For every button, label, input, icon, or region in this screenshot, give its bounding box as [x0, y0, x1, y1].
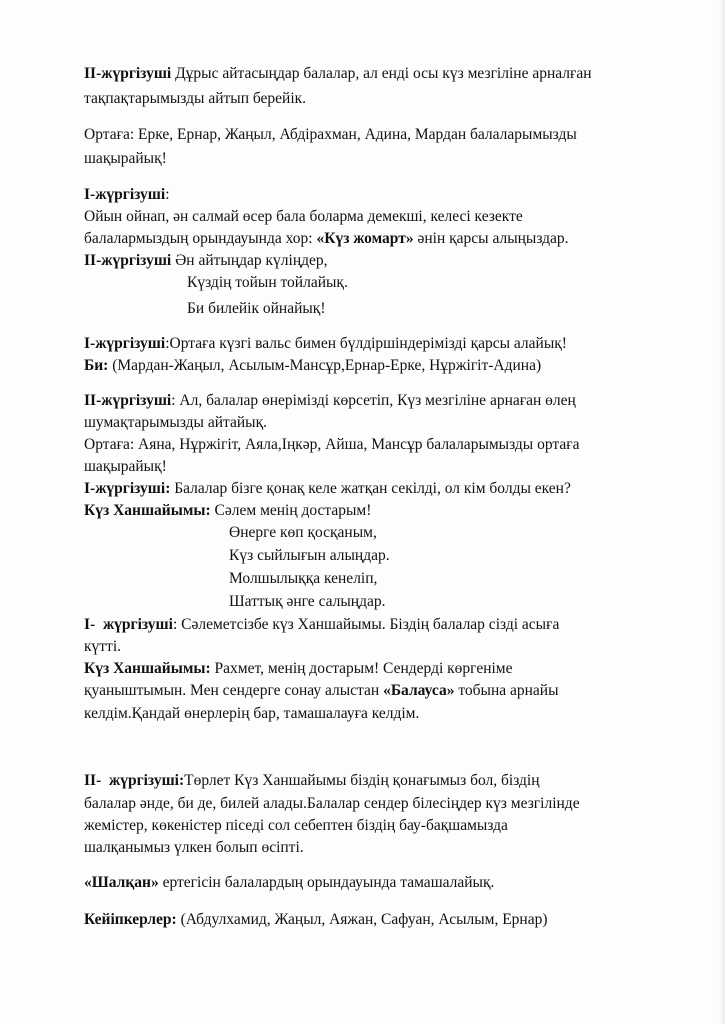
line-text: Сәлем менің достарым!	[210, 502, 372, 519]
line-text: (Мардан-Жаңыл, Асылым-Мансұр,Ернар-Ерке, Нұржігіт-Адина)	[108, 357, 542, 374]
paragraph-line	[84, 184, 170, 206]
line-text: балалармыздың орындауында хор:	[84, 230, 317, 247]
tale-title: «Шалқан»	[84, 874, 159, 891]
line-text: Төрлет Күз Ханшайымы біздің қонағымыз бол, біздің	[184, 772, 540, 789]
song-title: «Күз жомарт»	[316, 230, 414, 247]
paragraph-line	[84, 658, 513, 680]
line-text: әнін қарсы алыңыздар.	[413, 230, 569, 247]
paragraph-line: балалар әнде, би де, билей алады.Балалар сендер білесіңдер күз мезгілінде	[84, 795, 580, 812]
scan-edge-shadow	[719, 0, 725, 1024]
speaker-label: І-жүргізуші:	[84, 480, 171, 497]
paragraph-line: күтті.	[84, 638, 122, 655]
paragraph-line	[84, 250, 328, 272]
speaker-label: ІІ-жүргізуші	[84, 252, 172, 269]
line-text: :	[165, 186, 170, 203]
line-text: Балалар бізге қонақ келе жатқан секілді, ол кім болды екен?	[170, 480, 571, 497]
speaker-label: ІІ- жүргізуші:	[84, 772, 185, 789]
paragraph-line: Ортаға: Аяна, Нұржігіт, Аяла,Іңкәр, Айша, Мансұр балаларымызды ортаға	[84, 436, 580, 453]
paragraph-line	[84, 390, 576, 412]
paragraph-line: шумақтарымызды айтайық.	[84, 414, 267, 431]
paragraph-line	[84, 614, 559, 636]
speaker-label: І- жүргізуші	[84, 616, 173, 633]
line-text: тобына арнайы	[454, 682, 559, 699]
paragraph-line: шақырайық!	[84, 458, 167, 475]
paragraph-line: тақпақтарымызды айтып берейік.	[84, 90, 307, 107]
verse-line: Өнерге көп қосқаным,	[229, 524, 377, 541]
paragraph-line	[84, 872, 494, 894]
speaker-label: Би:	[84, 357, 109, 374]
verse-line: Би билейік ойнайық!	[187, 300, 326, 317]
line-text: ертегісін балалардың орындауында тамашалайық.	[158, 874, 495, 891]
verse-line: Молшылыққа кенеліп,	[229, 570, 378, 587]
paragraph-line	[84, 478, 571, 500]
line-text: : Сәлеметсізбе күз Ханшайымы. Біздің балалар сізді асыға	[172, 616, 560, 633]
line-text: қуаныштымын. Мен сендерге сонау алыстан	[84, 682, 384, 699]
speaker-label: І-жүргізуші	[84, 186, 166, 203]
paragraph-line	[84, 680, 559, 702]
paragraph-line: жемістер, көкеністер піседі сол себептен біздің бау-бақшамызда	[84, 817, 508, 834]
paragraph-line	[84, 63, 592, 85]
paragraph-line	[84, 355, 541, 377]
paragraph-line	[84, 770, 540, 792]
speaker-label: І-жүргізуші	[84, 335, 166, 352]
paragraph-line: шақырайық!	[84, 150, 167, 167]
paragraph-line: Ортаға: Ерке, Ернар, Жаңыл, Абдірахман, Адина, Мардан балаларымызды	[84, 126, 577, 143]
line-text: Ән айтыңдар күліңдер,	[171, 252, 328, 269]
paragraph-line	[84, 228, 569, 250]
line-text: (Абдулхамид, Жаңыл, Аяжан, Сафуан, Асылым, Ернар)	[176, 911, 548, 928]
line-text: :Ортаға күзгі вальс бимен бүлдіршіндерімізді қарсы алайық!	[165, 335, 567, 352]
paragraph-line: келдім.Қандай өнерлерің бар, тамашалауға келдім.	[84, 705, 420, 722]
line-text: Дұрыс айтасыңдар балалар, ал енді осы күз мезгіліне арналған	[171, 65, 592, 82]
speaker-label: Күз Ханшайымы:	[84, 502, 211, 519]
verse-line: Күз сыйлығын алыңдар.	[229, 547, 390, 564]
speaker-label: Кейіпкерлер:	[84, 911, 177, 928]
paragraph-line	[84, 500, 371, 522]
paragraph-line	[84, 333, 567, 355]
speaker-label: ІІ-жүргізуші	[84, 65, 172, 82]
verse-line: Күздің тойын тойлайық.	[187, 274, 348, 291]
line-text: : Ал, балалар өнерімізді көрсетіп, Күз мезгіліне арнаған өлең	[171, 392, 576, 409]
paragraph-line	[84, 909, 548, 931]
group-name: «Балауса»	[383, 682, 455, 699]
line-text: Рахмет, менің достарым! Сендерді көргеніме	[210, 660, 513, 677]
verse-line: Шаттық әнге салыңдар.	[229, 593, 386, 610]
speaker-label: ІІ-жүргізуші	[84, 392, 172, 409]
paragraph-line: Ойын ойнап, ән салмай өсер бала боларма демекші, келесі кезекте	[84, 208, 523, 225]
speaker-label: Күз Ханшайымы:	[84, 660, 211, 677]
paragraph-line: шалқанымыз үлкен болып өсіпті.	[84, 839, 304, 856]
